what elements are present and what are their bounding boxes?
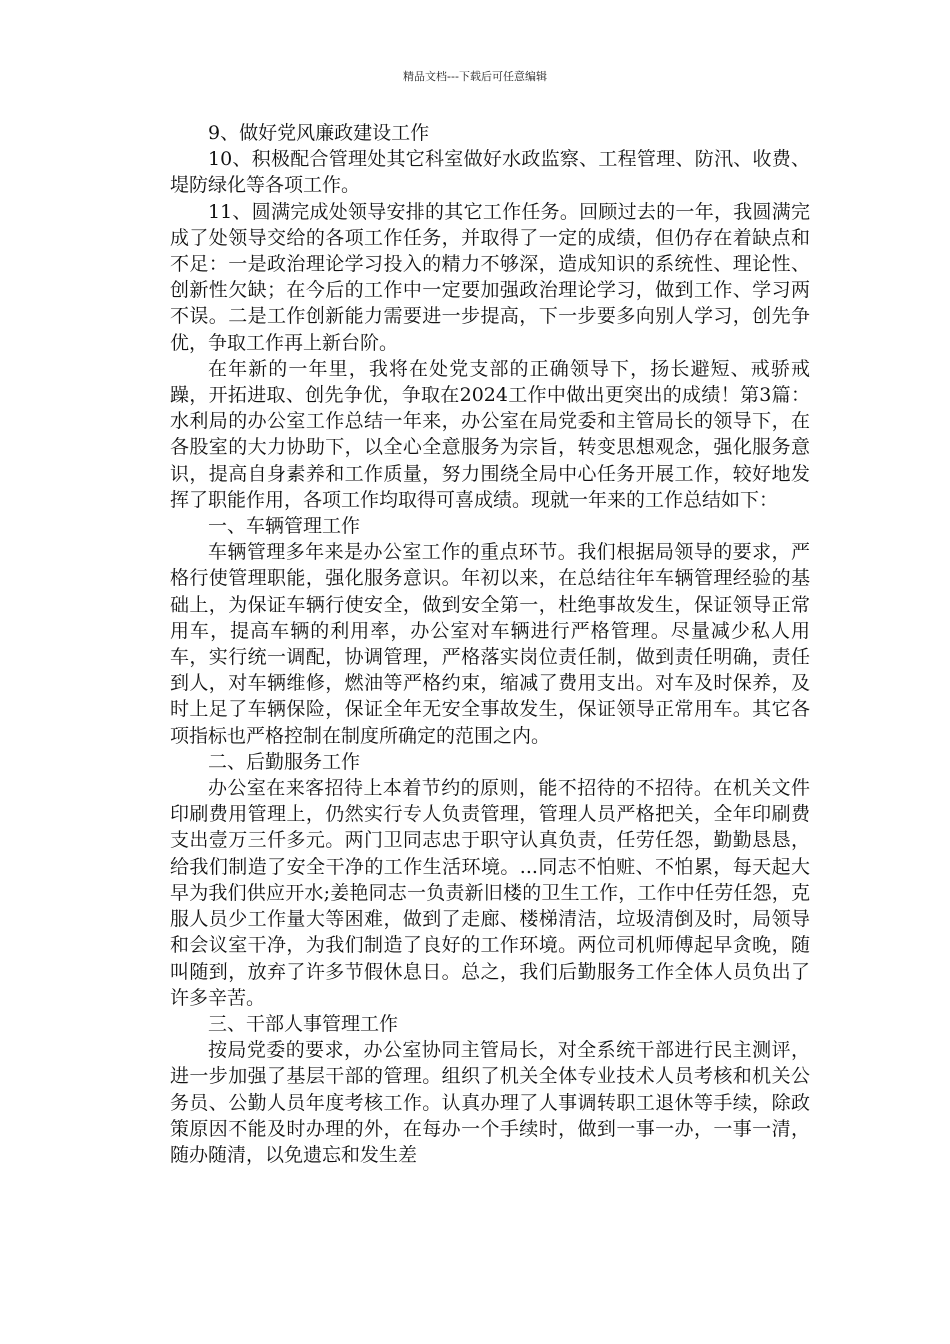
paragraph-vehicle: 车辆管理多年来是办公室工作的重点环节。我们根据局领导的要求，严格行使管理职能，强化服务意识。年初以来，在总结往年车辆管理经验的基础上，为保证车辆行使安全，做到安全第一，杜绝事故发生，保证领导正常用车，提高车辆的利用率，办公室对车辆进行严格管理。尽量减少私人用车，实行统一调配，协调管理，严格落实岗位责任制，做到责任明确，责任到人，对车辆维修，燃油等严格约束，缩减了费用支出。对车及时保养，及时上足了车辆保险，保证全年无安全事故发生，保证领导正常用车。其它各项指标也严格控制在制度所确定的范围之内。 bbox=[170, 541, 810, 747]
paragraph-item-9: 9、做好党风廉政建设工作 bbox=[208, 122, 430, 144]
paragraph-personnel: 按局党委的要求，办公室协同主管局长，对全系统干部进行民主测评，进一步加强了基层干部的管理。组织了机关全体专业技术人员考核和机关公务员、公勤人员年度考核工作。认真办理了人事调转职工退休等手续，除政策原因不能及时办理的外，在每办一个手续时，做到一事一办，一事一清，随办随清，以免遗忘和发生差 bbox=[170, 1039, 810, 1166]
paragraph-item-11-summary: 11、圆满完成处领导安排的其它工作任务。回顾过去的一年，我圆满完成了处领导交给的各项工作任务，并取得了一定的成绩，但仍存在着缺点和不足：一是政治理论学习投入的精力不够深，造成知识的系统性、理论性、创新性欠缺；在今后的工作中一定要加强政治理论学习，做到工作、学习两不误。二是工作创新能力需要进一步提高，下一步要多向别人学习，创先争优，争取工作再上新台阶。 bbox=[170, 200, 810, 354]
section-heading-vehicle: 一、车辆管理工作 bbox=[208, 515, 361, 538]
page-header: 精品文档---下载后可任意编辑 bbox=[403, 70, 547, 83]
section-heading-personnel: 三、干部人事管理工作 bbox=[208, 1012, 399, 1035]
paragraph-new-year: 在年新的一年里，我将在处党支部的正确领导下，扬长避短、戒骄戒躁，开拓进取、创先争优，争取在2024工作中做出更突出的成绩！第3篇：水利局的办公室工作总结一年来，办公室在局党委和主管局长的领导下，在各股室的大力协助下，以全心全意服务为宗旨，转变思想观念，强化服务意识，提高自身素养和工作质量，努力围绕全局中心任务开展工作，较好地发挥了职能作用，各项工作均取得可喜成绩。现就一年来的工作总结如下： bbox=[170, 357, 810, 511]
document-body bbox=[170, 120, 810, 1168]
section-heading-logistics: 二、后勤服务工作 bbox=[208, 750, 361, 773]
paragraph-logistics: 办公室在来客招待上本着节约的原则，能不招待的不招待。在机关文件印刷费用管理上，仍然实行专人负责管理，管理人员严格把关，全年印刷费支出壹万三仟多元。两门卫同志忠于职守认真负责，任劳任怨，勤勤恳恳，给我们制造了安全干净的工作生活环境。...同志不怕赃、不怕累，每天起大早为我们供应开水;姜艳同志一负责新旧楼的卫生工作，工作中任劳任怨，克服人员少工作量大等困难，做到了走廊、楼梯清洁，垃圾清倒及时，局领导和会议室干净，为我们制造了良好的工作环境。两位司机师傅起早贪晚，随叫随到，放弃了许多节假休息日。总之，我们后勤服务工作全体人员负出了许多辛苦。 bbox=[170, 777, 810, 1009]
paragraph-item-10: 10、积极配合管理处其它科室做好水政监察、工程管理、防汛、收费、堤防绿化等各项工作。 bbox=[170, 148, 810, 197]
